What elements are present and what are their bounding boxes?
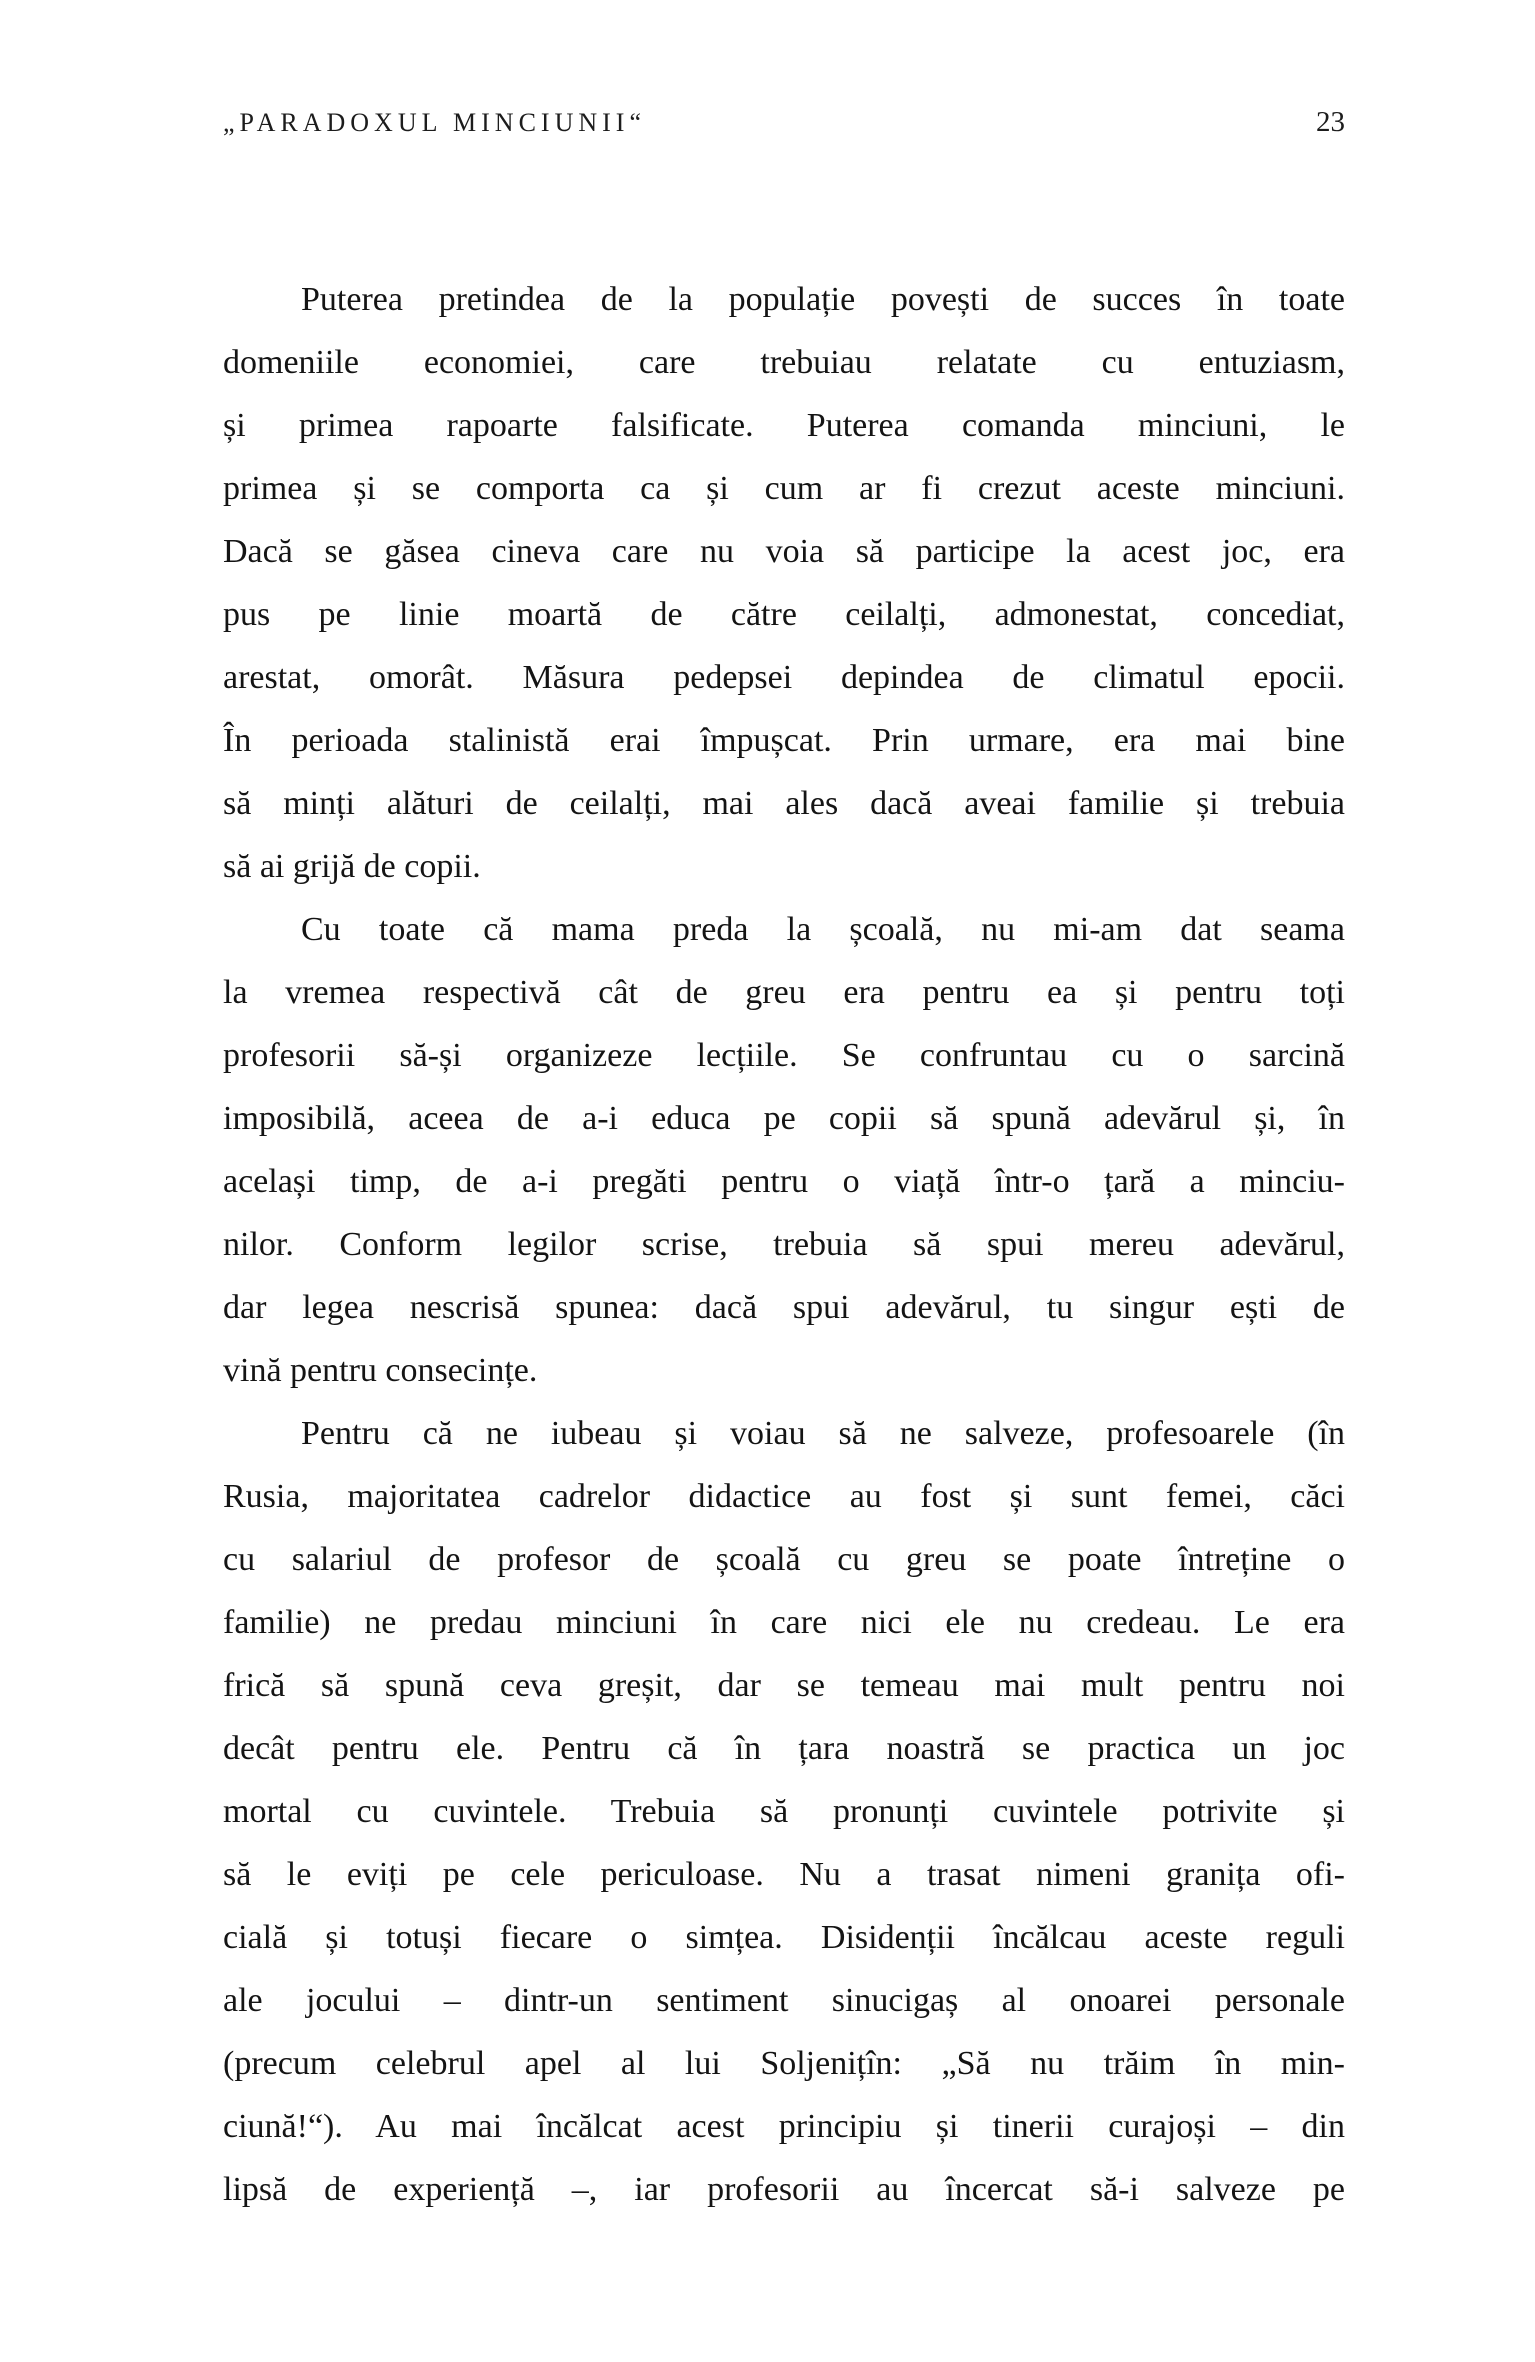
paragraph: [223, 1402, 1345, 2221]
text-line: familie) ne predau minciuni în care nici ele nu credeau. Le era: [223, 1604, 1345, 1641]
text-line: pus pe linie moartă de către ceilalți, admonestat, concediat,: [223, 596, 1345, 633]
text-line: la vremea respectivă cât de greu era pentru ea și pentru toți: [223, 974, 1345, 1011]
text-line: ale jocului – dintr-un sentiment sinucigaș al onoarei personale: [223, 1982, 1345, 2019]
paragraph: [223, 898, 1345, 1402]
running-title: „PARADOXUL MINCIUNII“: [223, 108, 646, 137]
text-line: Dacă se găsea cineva care nu voia să participe la acest joc, era: [223, 533, 1345, 570]
text-line: nilor. Conform legilor scrise, trebuia să spui mereu adevărul,: [223, 1226, 1345, 1263]
text-line: cu salariul de profesor de școală cu greu se poate întreține o: [223, 1541, 1345, 1578]
text-line: cială și totuși fiecare o simțea. Disidenții încălcau aceste reguli: [223, 1919, 1345, 1956]
text-line: Puterea pretindea de la populație povești de succes în toate: [301, 281, 1345, 318]
text-line: decât pentru ele. Pentru că în țara noastră se practica un joc: [223, 1730, 1345, 1767]
text-line: primea și se comporta ca și cum ar fi crezut aceste minciuni.: [223, 470, 1345, 507]
text-line: imposibilă, aceea de a-i educa pe copii să spună adevărul și, în: [223, 1100, 1345, 1137]
text-line: dar legea nescrisă spunea: dacă spui adevărul, tu singur ești de: [223, 1289, 1345, 1326]
text-line: ciună!“). Au mai încălcat acest principiu și tinerii curajoși – din: [223, 2108, 1345, 2145]
text-line: (precum celebrul apel al lui Soljenițîn: „Să nu trăim în min-: [223, 2045, 1345, 2082]
text-line: profesorii să-și organizeze lecțiile. Se confruntau cu o sarcină: [223, 1037, 1345, 1074]
text-line: arestat, omorât. Măsura pedepsei depindea de climatul epocii.: [223, 659, 1345, 696]
text-line: Rusia, majoritatea cadrelor didactice au fost și sunt femei, căci: [223, 1478, 1345, 1515]
text-line: frică să spună ceva greșit, dar se temeau mai mult pentru noi: [223, 1667, 1345, 1704]
text-line: În perioada stalinistă erai împușcat. Prin urmare, era mai bine: [223, 722, 1345, 759]
page-number: 23: [1316, 106, 1345, 138]
text-line: același timp, de a-i pregăti pentru o viață într-o țară a minciu-: [223, 1163, 1345, 1200]
text-line: lipsă de experiență –, iar profesorii au încercat să-i salveze pe: [223, 2171, 1345, 2208]
text-line: Pentru că ne iubeau și voiau să ne salveze, profesoarele (în: [301, 1415, 1345, 1452]
text-line: și primea rapoarte falsificate. Puterea comanda minciuni, le: [223, 407, 1345, 444]
text-line: vină pentru consecințe.: [223, 1352, 538, 1389]
page-header: [223, 106, 1345, 139]
text-line: să minți alături de ceilalți, mai ales dacă aveai familie și trebuia: [223, 785, 1345, 822]
text-line: să le eviți pe cele periculoase. Nu a trasat nimeni granița ofi-: [223, 1856, 1345, 1893]
text-line: mortal cu cuvintele. Trebuia să pronunți cuvintele potrivite și: [223, 1793, 1345, 1830]
paragraph: [223, 268, 1345, 898]
text-line: să ai grijă de copii.: [223, 848, 481, 885]
text-line: Cu toate că mama preda la școală, nu mi-am dat seama: [301, 911, 1345, 948]
text-block: [223, 268, 1345, 2221]
text-line: domeniile economiei, care trebuiau relatate cu entuziasm,: [223, 344, 1345, 381]
